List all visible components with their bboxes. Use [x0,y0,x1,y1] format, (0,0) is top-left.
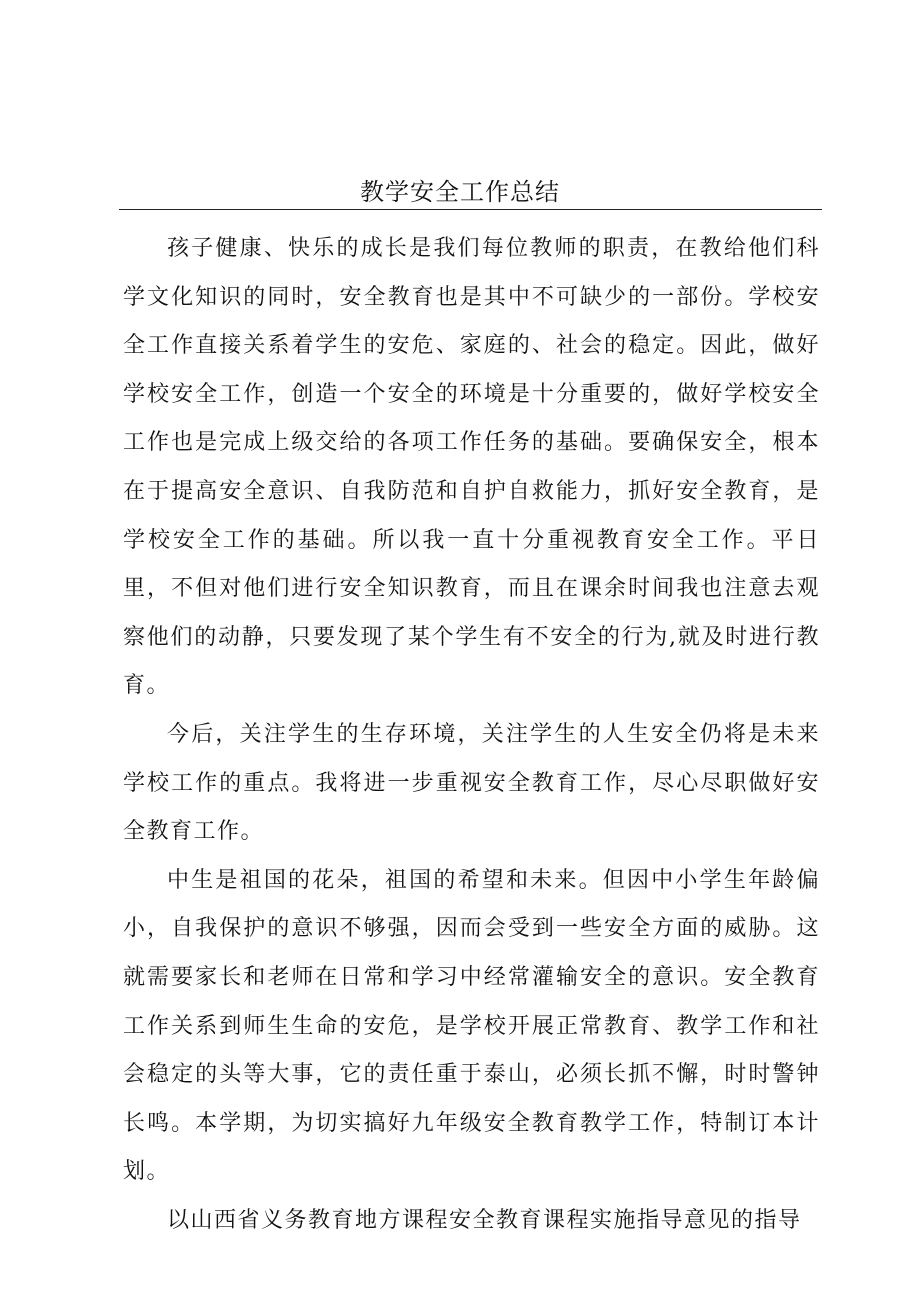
paragraph: 今后，关注学生的生存环境，关注学生的人生安全仍将是未来学校工作的重点。我将进一步重视安全教育工作，尽心尽职做好安全教育工作。 [123,721,820,845]
paragraph: 中生是祖国的花朵，祖国的希望和未来。但因中小学生年龄偏小，自我保护的意识不够强，因而会受到一些安全方面的威胁。这就需要家长和老师在日常和学习中经常灌输安全的意识。安全教育工作关系到师生生命的安危，是学校开展正常教育、教学工作和社会稳定的头等大事，它的责任重于泰山，必须长抓不懈，时时警钟长鸣。本学期，为切实搞好九年级安全教育教学工作，特制订本计划。 [123,867,820,1185]
document-body [123,225,820,1245]
document-title: 教学安全工作总结 [360,178,560,206]
paragraph: 以山西省义务教育地方课程安全教育课程实施指导意见的指导 [167,1207,802,1233]
paragraph: 孩子健康、快乐的成长是我们每位教师的职责，在教给他们科学文化知识的同时，安全教育也是其中不可缺少的一部份。学校安全工作直接关系着学生的安危、家庭的、社会的稳定。因此，做好学校安全工作，创造一个安全的环境是十分重要的，做好学校安全工作也是完成上级交给的各项工作任务的基础。要确保安全，根本在于提高安全意识、自我防范和自护自救能力，抓好安全教育，是学校安全工作的基础。所以我一直十分重视教育安全工作。平日里，不但对他们进行安全知识教育，而且在课余时间我也注意去观察他们的动静，只要发现了某个学生有不安全的行为,就及时进行教育。 [123,236,820,699]
title-underline [119,209,822,210]
